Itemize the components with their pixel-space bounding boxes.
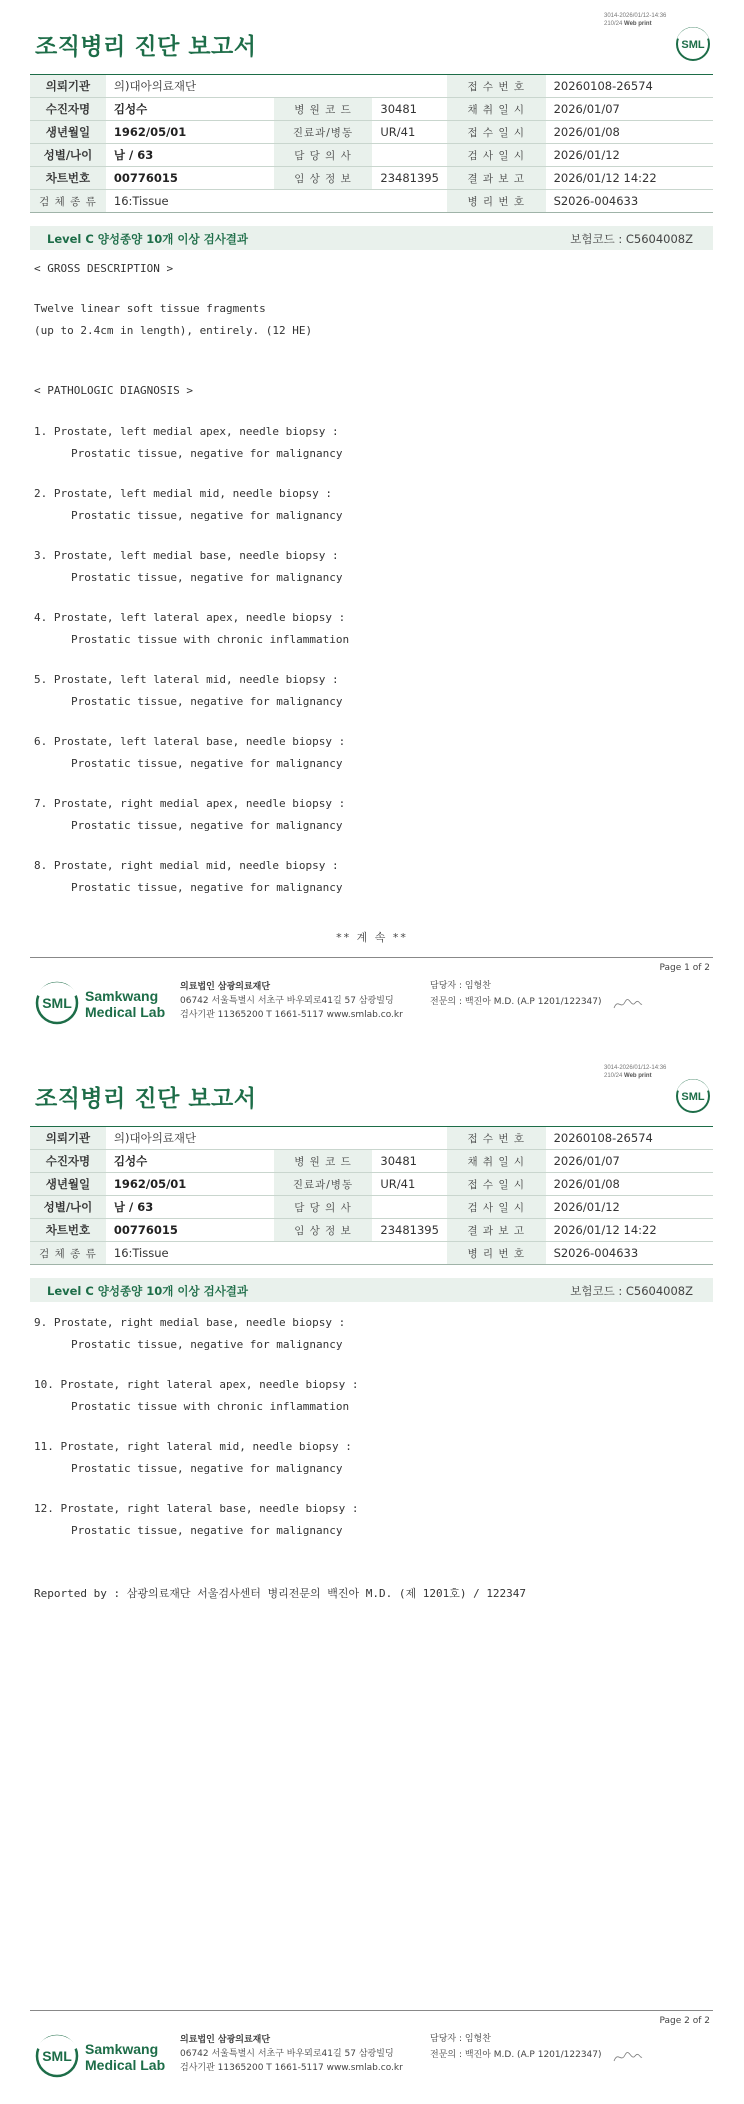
diagnosis-result: Prostatic tissue, negative for malignancy	[71, 571, 343, 584]
signature-icon	[613, 2049, 643, 2065]
diagnosis-site: 9. Prostate, right medial base, needle biopsy :	[34, 1316, 346, 1329]
diagnosis-site: 1. Prostate, left medial apex, needle biopsy :	[34, 425, 339, 438]
report-title: 조직병리 진단 보고서	[35, 1086, 257, 1112]
diagnosis-result: Prostatic tissue, negative for malignancy	[71, 757, 343, 770]
diagnosis-result: Prostatic tissue, negative for malignancy	[71, 1524, 343, 1537]
footer-address: 의료법인 삼광의료재단 06742 서울특별시 서초구 바우뫼로41길 57 삼광빌딩 검사기관 11365200 T 1661-5117 www.smlab.co.kr	[180, 982, 403, 1020]
svg-text:SML: SML	[42, 2048, 72, 2064]
test-name: Level C 양성종양 10개 이상 검사결과	[47, 232, 249, 246]
test-banner	[30, 226, 713, 250]
diagnosis-site: 4. Prostate, left lateral apex, needle biopsy :	[34, 611, 346, 624]
diagnosis-site: 5. Prostate, left lateral mid, needle biopsy :	[34, 673, 339, 686]
footer-address: 의료법인 삼광의료재단 06742 서울특별시 서초구 바우뫼로41길 57 삼광빌딩 검사기관 11365200 T 1661-5117 www.smlab.co.kr	[180, 2035, 403, 2073]
diagnosis-result: Prostatic tissue, negative for malignancy	[71, 447, 343, 460]
diagnosis-site: 11. Prostate, right lateral mid, needle biopsy :	[34, 1440, 352, 1453]
table-row: 의뢰기관 의)대아의료재단 접 수 번 호 20260108-26574	[30, 1127, 713, 1150]
diagnosis-result: Prostatic tissue, negative for malignancy	[71, 1338, 343, 1351]
diagnosis-site: 6. Prostate, left lateral base, needle biopsy :	[34, 735, 346, 748]
samkwang-logo: SML Samkwang Medical Lab	[35, 980, 175, 1028]
footer-divider	[30, 2010, 713, 2011]
table-row: 차트번호 00776015 임 상 정 보 23481395 결 과 보 고 2026/01/12 14:22	[30, 1219, 713, 1242]
svg-text:SML: SML	[42, 995, 72, 1011]
sml-logo-icon	[35, 2033, 81, 2079]
footer-staff: 담당자 : 임형찬 전문의 : 백진아 M.D. (A.P 1201/122347)	[430, 2034, 602, 2060]
diagnosis-site: 3. Prostate, left medial base, needle biopsy :	[34, 549, 339, 562]
gross-line-1: Twelve linear soft tissue fragments	[34, 302, 266, 315]
signature-icon	[613, 996, 643, 1012]
diagnosis-result: Prostatic tissue, negative for malignancy	[71, 819, 343, 832]
test-name: Level C 양성종양 10개 이상 검사결과	[47, 1284, 249, 1298]
table-row: 성별/나이 남 / 63 담 당 의 사 검 사 일 시 2026/01/12	[30, 1196, 713, 1219]
diagnosis-result: Prostatic tissue, negative for malignancy	[71, 881, 343, 894]
diagnosis-result: Prostatic tissue with chronic inflammation	[71, 1400, 350, 1413]
table-row: 의뢰기관 의)대아의료재단 접 수 번 호 20260108-26574	[30, 75, 713, 98]
table-row: 생년월일 1962/05/01 진료과/병동 UR/41 접 수 일 시 2026/01/08	[30, 1173, 713, 1196]
page-number: Page 1 of 2	[659, 963, 710, 973]
sml-logo-icon	[675, 26, 711, 62]
print-stamp: 3014-2026/01/12-14:36 210/24 Web print	[604, 13, 667, 27]
table-row: 검 체 종 류 16:Tissue 병 리 번 호 S2026-004633	[30, 190, 713, 213]
insurance-code: 보험코드 : C5604008Z	[570, 1284, 693, 1298]
diagnosis-result: Prostatic tissue, negative for malignancy	[71, 695, 343, 708]
report-page-2	[0, 1052, 744, 2104]
diagnosis-site: 12. Prostate, right lateral base, needle biopsy :	[34, 1502, 359, 1515]
table-row: 성별/나이 남 / 63 담 당 의 사 검 사 일 시 2026/01/12	[30, 144, 713, 167]
patient-info-table	[30, 1126, 713, 1265]
table-row: 차트번호 00776015 임 상 정 보 23481395 결 과 보 고 2026/01/12 14:22	[30, 167, 713, 190]
gross-line-2: (up to 2.4cm in length), entirely. (12 HE)	[34, 324, 313, 337]
table-row: 수진자명 김성수 병 원 코 드 30481 채 취 일 시 2026/01/07	[30, 98, 713, 121]
table-row: 생년월일 1962/05/01 진료과/병동 UR/41 접 수 일 시 2026/01/08	[30, 121, 713, 144]
sml-logo-icon	[35, 980, 81, 1026]
diagnosis-result: Prostatic tissue, negative for malignancy	[71, 509, 343, 522]
diagnosis-site: 8. Prostate, right medial mid, needle biopsy :	[34, 859, 339, 872]
svg-text:SML: SML	[681, 39, 705, 51]
print-stamp: 3014-2026/01/12-14:36 210/24 Web print	[604, 1065, 667, 1079]
gross-heading: < GROSS DESCRIPTION >	[34, 262, 174, 275]
table-row: 검 체 종 류 16:Tissue 병 리 번 호 S2026-004633	[30, 1242, 713, 1265]
patient-info-table	[30, 74, 713, 213]
diagnosis-site: 2. Prostate, left medial mid, needle biopsy :	[34, 487, 333, 500]
footer-divider	[30, 957, 713, 958]
diagnosis-result: Prostatic tissue with chronic inflammation	[71, 633, 350, 646]
table-row: 수진자명 김성수 병 원 코 드 30481 채 취 일 시 2026/01/07	[30, 1150, 713, 1173]
insurance-code: 보험코드 : C5604008Z	[570, 232, 693, 246]
diagnosis-heading: < PATHOLOGIC DIAGNOSIS >	[34, 384, 193, 397]
footer-staff: 담당자 : 임형찬 전문의 : 백진아 M.D. (A.P 1201/122347)	[430, 981, 602, 1007]
report-title: 조직병리 진단 보고서	[35, 34, 257, 60]
sml-logo-icon	[675, 1078, 711, 1114]
diagnosis-site: 10. Prostate, right lateral apex, needle biopsy :	[34, 1378, 359, 1391]
samkwang-logo: SML Samkwang Medical Lab	[35, 2033, 175, 2081]
svg-text:SML: SML	[681, 1091, 705, 1103]
test-banner	[30, 1278, 713, 1302]
diagnosis-result: Prostatic tissue, negative for malignancy	[71, 1462, 343, 1475]
continued-marker: ** 계 속 **	[336, 931, 408, 944]
page-number: Page 2 of 2	[659, 2016, 710, 2026]
reported-by: Reported by : 삼광의료재단 서울검사센터 병리전문의 백진아 M.D. (제 1201호) / 122347	[34, 1587, 527, 1600]
diagnosis-site: 7. Prostate, right medial apex, needle biopsy :	[34, 797, 346, 810]
